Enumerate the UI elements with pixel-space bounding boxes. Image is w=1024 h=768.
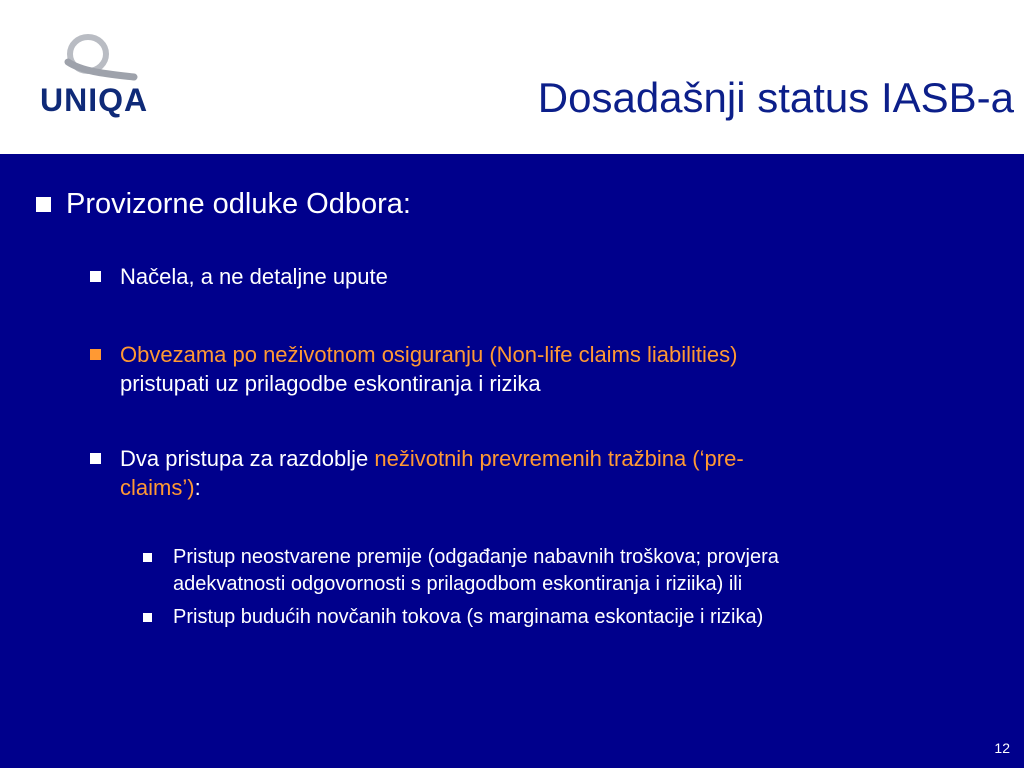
logo-text: UNIQA: [40, 82, 149, 118]
slide-header: [0, 0, 1024, 154]
bullet-item-two-approaches: [120, 444, 744, 502]
item2-highlight: Obvezama po neživotnom osiguranju (Non-life claims liabilities): [120, 342, 738, 367]
uniqa-logo: [38, 32, 149, 122]
square-bullet-icon: [143, 613, 152, 622]
sub-bullet-unearned-premium: [173, 544, 779, 598]
square-bullet-icon: [90, 271, 101, 282]
item3-highlight: neživotnih prevremenih tražbina (‘pre-: [374, 446, 744, 471]
square-bullet-icon: [90, 453, 101, 464]
item3-plain: Dva pristupa za razdoblje: [120, 446, 375, 471]
bullet-heading: [66, 186, 411, 222]
square-bullet-icon: [143, 553, 152, 562]
item3-highlight-cont: claims’): [120, 475, 195, 500]
item2-line2: pristupati uz prilagodbe eskontiranja i rizika: [120, 371, 541, 396]
sub1-line2: adekvatnosti odgovornosti s prilagodbom eskontiranja i riziika) ili: [173, 573, 743, 595]
slide-title: Dosadašnji status IASB-a: [537, 74, 1014, 121]
sub1-line1: Pristup neostvarene premije (odgađanje nabavnih troškova; provjera: [173, 546, 779, 568]
item3-line2: [120, 473, 744, 502]
page-number: 12: [994, 740, 1010, 756]
item3-colon: :: [194, 475, 201, 500]
bullet-item-nonlife-claims: [120, 340, 737, 398]
slide-body: [0, 154, 1024, 768]
logo-emblem-icon: [38, 32, 138, 84]
square-bullet-icon: [36, 197, 51, 212]
item3-line1: [120, 444, 744, 473]
item1-text: Načela, a ne detaljne upute: [120, 264, 388, 289]
heading-text: Provizorne odluke Odbora:: [66, 188, 411, 220]
bullet-item-principles: [120, 262, 388, 291]
sub2-text: Pristup budućih novčanih tokova (s marginama eskontacije i rizika): [173, 606, 764, 628]
sub-bullet-future-cash-flows: [173, 604, 763, 631]
square-bullet-icon: [90, 349, 101, 360]
